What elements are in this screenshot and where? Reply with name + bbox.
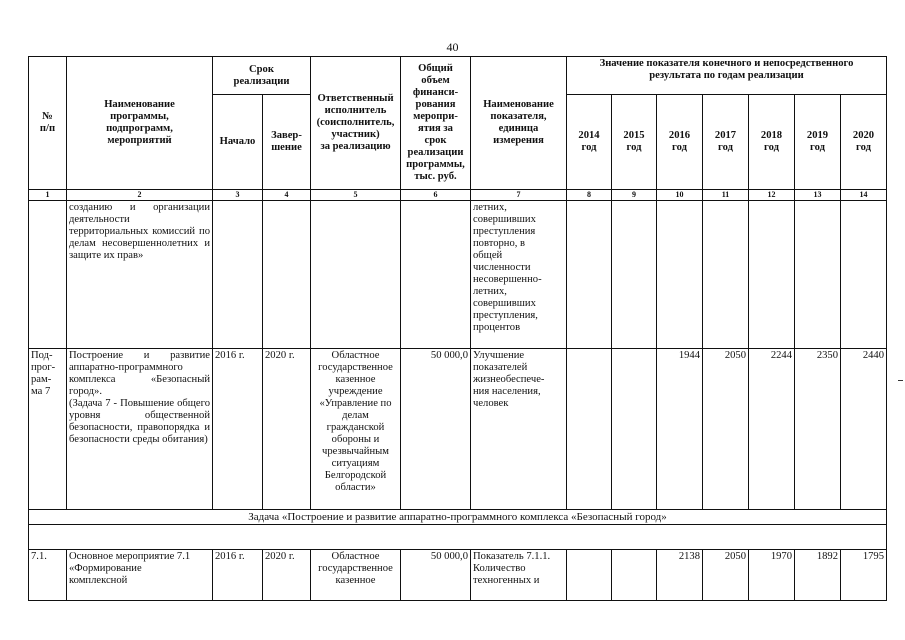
cell-num: 7.1. — [29, 550, 67, 601]
column-number: 14 — [841, 190, 887, 201]
cell-indicator: летних, совершивших преступления повторно, в общей численности несовершенно- летних, совершивших преступления, процентов — [471, 201, 567, 349]
column-number: 9 — [612, 190, 657, 201]
cell-responsible — [311, 201, 401, 349]
cell-end — [263, 201, 311, 349]
header-year-2014: 2014 год — [567, 95, 612, 190]
column-number: 13 — [795, 190, 841, 201]
header-start: Начало — [213, 95, 263, 190]
margin-mark — [898, 380, 903, 381]
column-number: 5 — [311, 190, 401, 201]
cell-value — [749, 201, 795, 349]
header-funding: Общий объем финанси- рования меропри- ятия за срок реализации программы, тыс. руб. — [401, 57, 471, 190]
cell-indicator: Показатель 7.1.1. Количество техногенных и — [471, 550, 567, 601]
cell-value-2020: 1795 — [841, 550, 887, 601]
header-indicator: Наименование показателя, единица измерения — [471, 57, 567, 190]
table-row-subprogram-7 — [29, 349, 887, 510]
cell-value-2020: 2440 — [841, 349, 887, 510]
column-number: 7 — [471, 190, 567, 201]
cell-value-2019: 2350 — [795, 349, 841, 510]
column-number: 1 — [29, 190, 67, 201]
header-year-2020: 2020 год — [841, 95, 887, 190]
table-row-spacer — [29, 525, 887, 550]
table-row-continuation — [29, 201, 887, 349]
cell-value-2016: 1944 — [657, 349, 703, 510]
cell-value-2018: 1970 — [749, 550, 795, 601]
header-num: № п/п — [29, 57, 67, 190]
cell-value-2017: 2050 — [703, 349, 749, 510]
cell-value — [612, 201, 657, 349]
page-number: 40 — [446, 40, 459, 54]
cell-value-2018: 2244 — [749, 349, 795, 510]
column-number: 8 — [567, 190, 612, 201]
cell-num — [29, 201, 67, 349]
column-number: 4 — [263, 190, 311, 201]
header-values-group: Значение показателя конечного и непосредственного результата по годам реализации — [567, 57, 887, 95]
cell-start: 2016 г. — [213, 550, 263, 601]
header-year-2018: 2018 год — [749, 95, 795, 190]
task-title: Задача «Построение и развитие аппаратно-программного комплекса «Безопасный город» — [29, 510, 887, 525]
header-year-2017: 2017 год — [703, 95, 749, 190]
column-number: 6 — [401, 190, 471, 201]
cell-start: 2016 г. — [213, 349, 263, 510]
spacer-cell — [29, 525, 887, 550]
cell-start — [213, 201, 263, 349]
header-year-2016: 2016 год — [657, 95, 703, 190]
table-row-task — [29, 510, 887, 525]
cell-value-2014 — [567, 349, 612, 510]
cell-value — [841, 201, 887, 349]
column-number: 11 — [703, 190, 749, 201]
cell-funding: 50 000,0 — [401, 550, 471, 601]
header-end: Завер- шение — [263, 95, 311, 190]
cell-value-2019: 1892 — [795, 550, 841, 601]
column-number: 2 — [67, 190, 213, 201]
cell-responsible: Областное государственное казенное — [311, 550, 401, 601]
cell-name: Основное мероприятие 7.1 «Формирование комплексной — [67, 550, 213, 601]
cell-num: Под- прог- рам- ма 7 — [29, 349, 67, 510]
cell-end: 2020 г. — [263, 550, 311, 601]
header-year-2019: 2019 год — [795, 95, 841, 190]
column-number-row — [29, 190, 887, 201]
column-number: 12 — [749, 190, 795, 201]
cell-indicator: Улучшение показателей жизнеобеспече- ния населения, человек — [471, 349, 567, 510]
cell-value — [657, 201, 703, 349]
cell-value-2014 — [567, 550, 612, 601]
cell-value-2016: 2138 — [657, 550, 703, 601]
cell-value — [567, 201, 612, 349]
header-name: Наименование программы, подпрограмм, мероприятий — [67, 57, 213, 190]
cell-value-2015 — [612, 550, 657, 601]
cell-value-2017: 2050 — [703, 550, 749, 601]
cell-funding: 50 000,0 — [401, 349, 471, 510]
header-year-2015: 2015 год — [612, 95, 657, 190]
cell-name: Построение и развитие аппаратно-программного комплекса «Безопасный город». (Задача 7 - Повышение общего уровня общественной безопасности, правопорядка и безопасности среды обитания) — [67, 349, 213, 510]
cell-value-2015 — [612, 349, 657, 510]
header-responsible: Ответственный исполнитель (соисполнитель, участник) за реализацию — [311, 57, 401, 190]
cell-end: 2020 г. — [263, 349, 311, 510]
header-period: Срок реализации — [213, 57, 311, 95]
table-row-activity-7-1 — [29, 550, 887, 601]
cell-value — [795, 201, 841, 349]
cell-responsible: Областное государственное казенное учреждение «Управление по делам гражданской обороны и чрезвычайным ситуациям Белгородской области» — [311, 349, 401, 510]
cell-value — [703, 201, 749, 349]
program-indicators-table — [28, 56, 887, 601]
cell-name: созданию и организации деятельности территориальных комиссий по делам несовершеннолетних и защите их прав» — [67, 201, 213, 349]
cell-funding — [401, 201, 471, 349]
column-number: 10 — [657, 190, 703, 201]
column-number: 3 — [213, 190, 263, 201]
